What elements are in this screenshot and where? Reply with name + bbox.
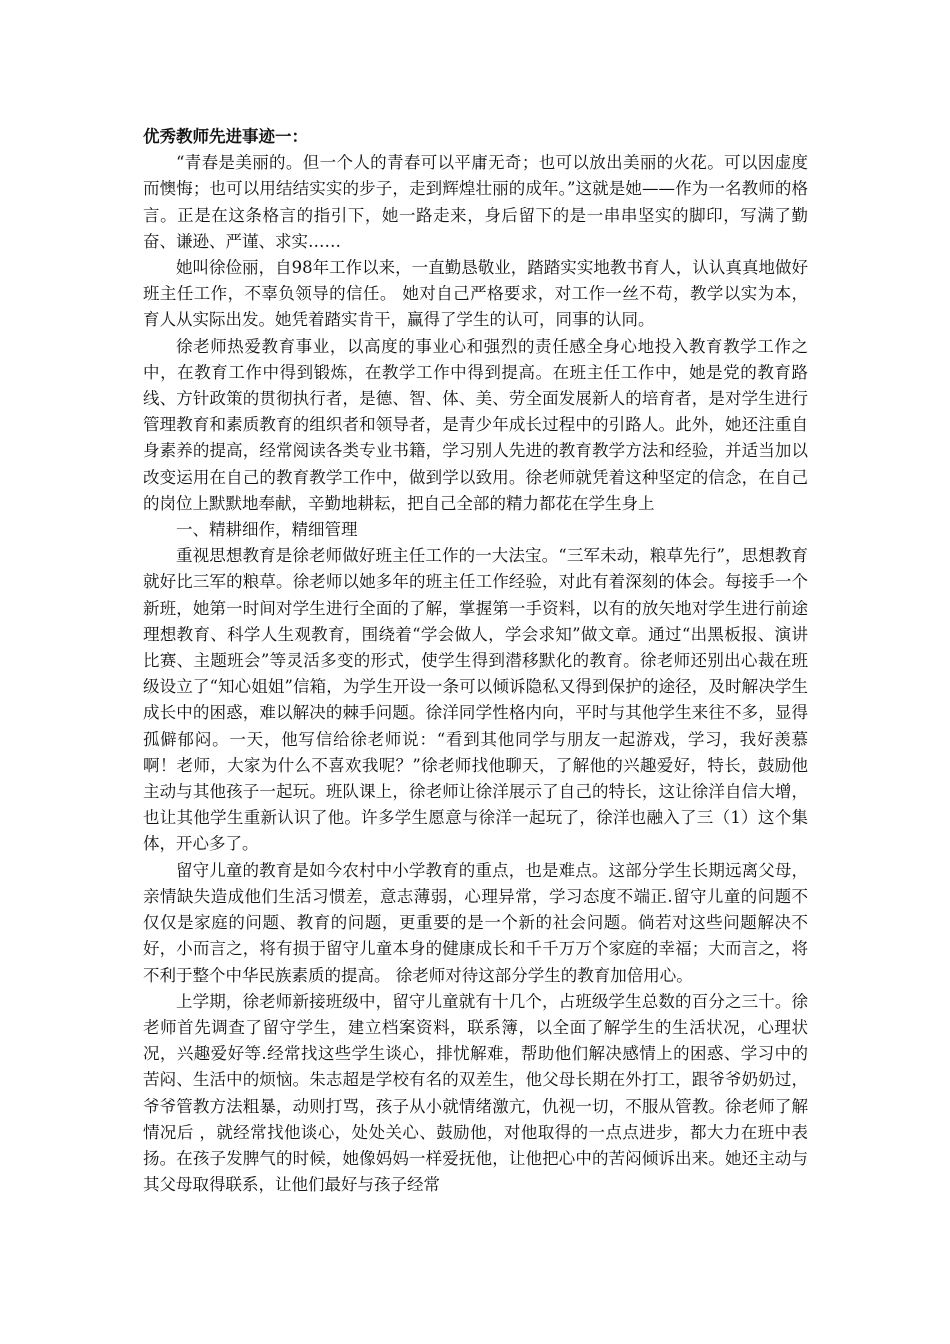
paragraph-dedication: 徐老师热爱教育事业，以高度的事业心和强烈的责任感全身心地投入教育教学工作之中，在教育工作中得到锻炼，在教学工作中得到提高。在班主任工作中，她是党的教育路线、方针政策的贯彻执行者，是德、智、体、美、劳全面发展新人的培育者，是对学生进行管理教育和素质教育的组织者和领导者，是青少年成长过程中的引路人。此外，她还注重自身素养的提高，经常阅读各类专业书籍，学习别人先进的教育教学方法和经验，并适当加以改变运用在自己的教育教学工作中，做到学以致用。徐老师就凭着这种坚定的信念，在自己的岗位上默默地奉献，辛勤地耕耘，把自己全部的精力都花在学生身上 (143, 336, 808, 513)
paragraph-ideological-education: 重视思想教育是徐老师做好班主任工作的一大法宝。“三军未动，粮草先行”，思想教育就好比三军的粮草。徐老师以她多年的班主任工作经验，对此有着深刻的体会。每接手一个新班，她第一时间对学生进行全面的了解，掌握第一手资料，以有的放矢地对学生进行前途理想教育、科学人生观教育，围绕着“学会做人，学会求知”做文章。通过“出黑板报、演讲比赛、主题班会”等灵活多变的形式，使学生得到潜移默化的教育。徐老师还别出心裁在班级设立了“知心姐姐”信箱，为学生开设一条可以倾诉隐私又得到保护的途径，及时解决学生成长中的困惑，难以解决的棘手问题。徐洋同学性格内向，平时与其他学生来往不多，显得孤僻郁闷。一天，他写信给徐老师说：“看到其他同学与朋友一起游戏，学习，我好羡慕啊！老师，大家为什么不喜欢我呢？”徐老师找他聊天，了解他的兴趣爱好，特长，鼓励他主动与其他孩子一起玩。班队课上，徐老师让徐洋展示了自己的特长，这让徐洋自信大增，也让其他学生重新认识了他。许多学生愿意与徐洋一起玩了，徐洋也融入了三（1）这个集体，开心多了。 (143, 546, 808, 854)
paragraph-introduction: 她叫徐俭丽，自98年工作以来，一直勤恳敬业，踏踏实实地教书育人，认认真真地做好班主任工作，不辜负领导的信任。 她对自己严格要求，对工作一丝不苟，教学以实为本，育人从实际出发。她凭着踏实肯干，赢得了学生的认可，同事的认同。 (143, 258, 808, 330)
paragraph-last-semester: 上学期，徐老师新接班级中，留守儿童就有十几个，占班级学生总数的百分之三十。徐老师首先调查了留守学生，建立档案资料，联系簿，以全面了解学生的生活状况，心理状况，兴趣爱好等.经常找这些学生谈心，排忧解难，帮助他们解决感情上的困惑、学习中的苦闷、生活中的烦恼。朱志超是学校有名的双差生，他父母长期在外打工，跟爷爷奶奶过，爷爷管教方法粗暴，动则打骂，孩子从小就情绪激亢，仇视一切，不服从管教。徐老师了解情况后 ，就经常找他谈心，处处关心、鼓励他，对他取得的一点点进步，都大力在班中表扬。在孩子发脾气的时候，她像妈妈一样爱抚他，让他把心中的苦闷倾诉出来。她还主动与其父母取得联系，让他们最好与孩子经常 (143, 991, 808, 1195)
section-heading: 一、精耕细作，精细管理 (176, 520, 358, 540)
paragraph-motto: “青春是美丽的。但一个人的青春可以平庸无奇；也可以放出美丽的火花。可以因虚度而懊悔；也可以用结结实实的步子，走到辉煌壮丽的成年。”这就是她——作为一名教师的格言。正是在这条格言的指引下，她一路走来，身后留下的是一串串坚实的脚印，写满了勤奋、谦逊、严谨、求实…… (143, 153, 808, 251)
document-title: 优秀教师先进事迹一： (143, 127, 308, 146)
paragraph-left-behind-children: 留守儿童的教育是如今农村中小学教育的重点，也是难点。这部分学生长期远离父母，亲情缺失造成他们生活习惯差，意志薄弱，心理异常，学习态度不端正.留守儿童的问题不仅仅是家庭的问题、教育的问题，更重要的是一个新的社会问题。倘若对这些问题解决不好，小而言之，将有损于留守儿童本身的健康成长和千千万万个家庭的幸福；大而言之，将不利于整个中华民族素质的提高。 徐老师对待这部分学生的教育加倍用心。 (143, 860, 808, 985)
document-body (143, 124, 808, 1198)
